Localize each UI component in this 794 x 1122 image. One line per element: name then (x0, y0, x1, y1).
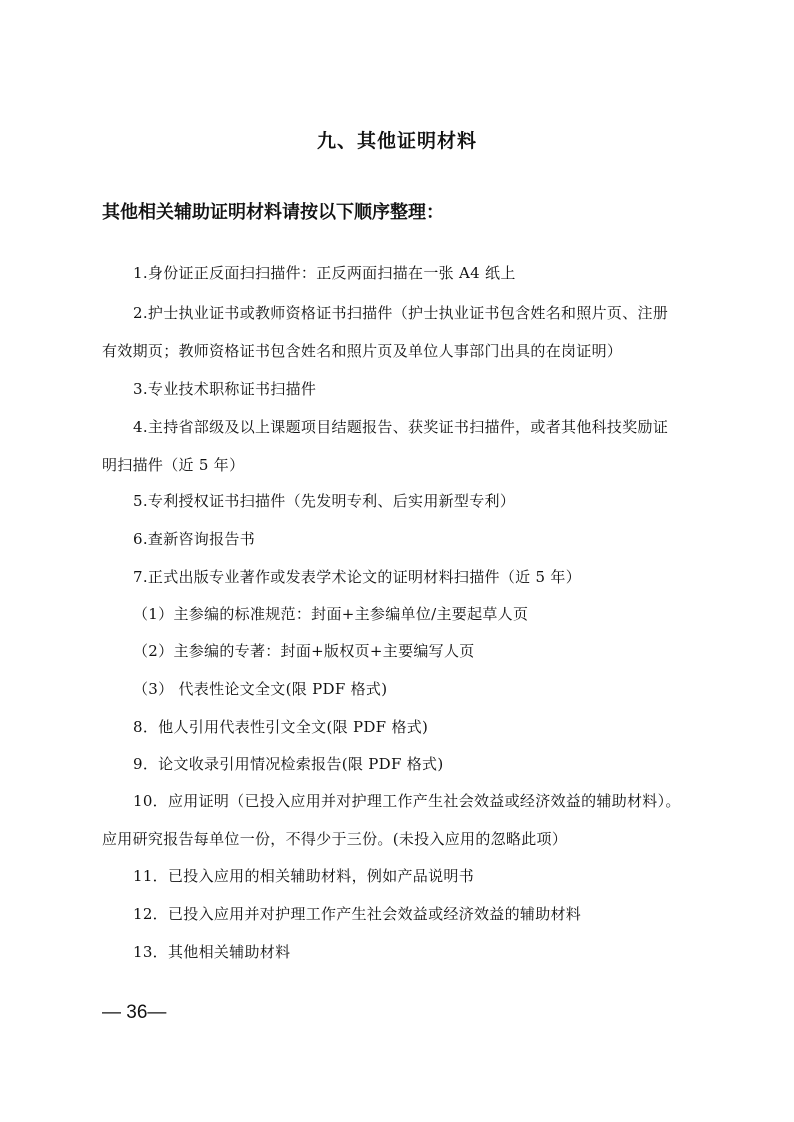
page-number: — 36— (102, 1002, 167, 1023)
list-item-7: 7.正式出版专业著作或发表学术论文的证明材料扫描件（近 5 年） (133, 568, 581, 586)
list-item-4-line-2: 明扫描件（近 5 年） (102, 456, 245, 474)
list-item-2-line-2: 有效期页；教师资格证书包含姓名和照片页及单位人事部门出具的在岗证明） (102, 342, 623, 360)
section-title: 九、其他证明材料 (316, 130, 477, 152)
list-item-7-sub-1: （1）主参编的标准规范：封面+主参编单位/主要起草人页 (133, 605, 529, 623)
list-item-10-line-1: 10．应用证明（已投入应用并对护理工作产生社会效益或经济效益的辅助材料）。 (133, 792, 681, 810)
list-item-8: 8．他人引用代表性引文全文(限 PDF 格式) (133, 718, 429, 736)
list-item-2-line-1: 2.护士执业证书或教师资格证书扫描件（护士执业证书包含姓名和照片页、注册 (133, 304, 669, 322)
list-item-10-line-2: 应用研究报告每单位一份，不得少于三份。(未投入应用的忽略此项） (102, 830, 568, 848)
list-item-6: 6.查新咨询报告书 (133, 530, 256, 548)
list-item-1: 1.身份证正反面扫扫描件：正反两面扫描在一张 A4 纸上 (133, 264, 516, 282)
list-item-4-line-1: 4.主持省部级及以上课题项目结题报告、获奖证书扫描件，或者其他科技奖励证 (133, 418, 669, 436)
list-item-9: 9．论文收录引用情况检索报告(限 PDF 格式) (133, 755, 444, 773)
list-item-3: 3.专业技术职称证书扫描件 (133, 380, 317, 398)
intro-heading: 其他相关辅助证明材料请按以下顺序整理： (102, 202, 444, 223)
list-item-7-sub-2: （2）主参编的专著：封面+版权页+主要编写人页 (133, 642, 475, 660)
list-item-7-sub-3: （3） 代表性论文全文(限 PDF 格式) (133, 680, 388, 698)
list-item-13: 13．其他相关辅助材料 (133, 943, 291, 961)
list-item-11: 11．已投入应用的相关辅助材料，例如产品说明书 (133, 867, 474, 885)
list-item-12: 12．已投入应用并对护理工作产生社会效益或经济效益的辅助材料 (133, 905, 582, 923)
list-item-5: 5.专利授权证书扫描件（先发明专利、后实用新型专利） (133, 492, 516, 510)
